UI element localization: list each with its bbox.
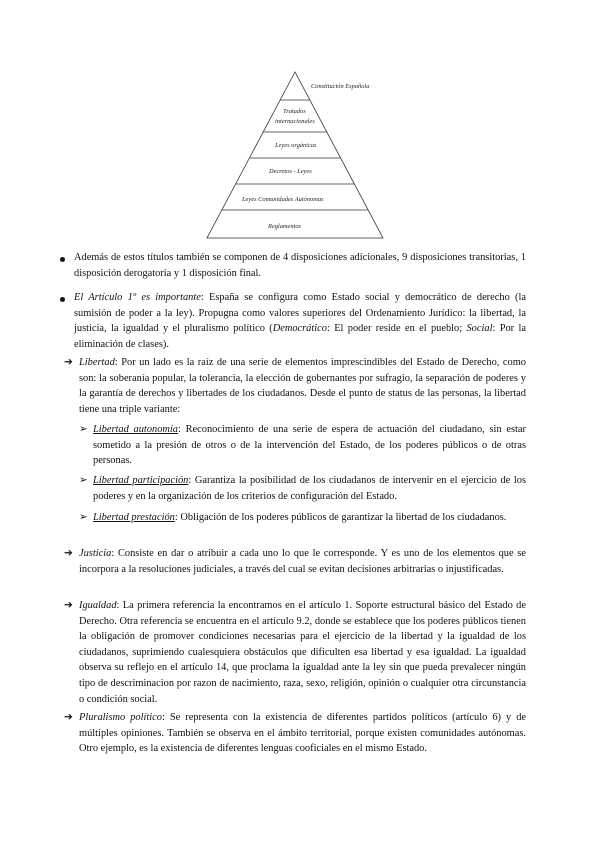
- sub-marker: ➢: [79, 424, 88, 435]
- pyramid-level-tratados: Tratados: [283, 108, 306, 115]
- pyramid-level-tratados-2: internacionales: [275, 118, 315, 125]
- pyramid-level-autonomas: Leyes Comunidades Autónomas: [242, 196, 324, 203]
- section-igualdad: Igualdad: La primera referencia la encontramos en el artículo 1. Soporte estructural básico del Estado de Derecho. Otra referencia se encuentra en el artículo 9.2, donde se establece que los poderes públicos tienen la obligación de promover condiciones necesarias para el ejercicio de la libertad y la igualdad de los ciudadanos, suprimiendo cualesquiera obstáculos que dificulten esa libertad y esa igualdad. La igualdad observa su reflejo en el artículo 14, que proclama la igualdad ante la ley sin que pueda prevalecer ningún tipo de descriminacion por razon de nacimiento, raza, sexo, religión, opinión o cualquier otra circunstancia o condición social.: [79, 600, 526, 705]
- sub-marker: ➢: [79, 512, 88, 523]
- pyramid-level-constitucion: Constitución Española: [311, 83, 370, 90]
- pyramid-level-organicas: Leyes orgánicas: [275, 142, 317, 149]
- arrow-marker: ➔: [64, 712, 73, 723]
- sub-libertad-participacion: Libertad participación: Garantiza la posibilidad de los ciudadanos de intervenir en el ejercicio de los poderes y en la organización de los criterios de configuración del Estado.: [93, 475, 526, 502]
- bullet-articulo-1: El Artículo 1º es importante: España se configura como Estado social y democrático de derecho (la sumisión de poder a la ley). Propugna como valores superiores del Ordenamiento Jurídico: la libertad, la justicia, la igualdad y el pluralismo político (Democrático: El poder reside en el pueblo; Social: Por la eliminación de clases).: [74, 292, 526, 350]
- bullet-dot: [60, 297, 65, 302]
- pyramid-level-decretos: Decretos - Leyes: [269, 168, 312, 175]
- bullet-disposiciones: Además de estos títulos también se componen de 4 disposiciones adicionales, 9 disposiciones transitorias, 1 disposición derogatoria y 1 disposición final.: [74, 252, 526, 279]
- sub-libertad-autonomia: Libertad autonomía: Reconocimiento de una serie de espera de actuación del ciudadano, sin estar sometido a la presión de otros o de la intervención del Estado, de los poderes públicos o de otras personas.: [93, 424, 526, 467]
- section-libertad: Libertad: Por un lado es la raíz de una serie de elementos imprescindibles del Estado de Derecho, como son: la soberanía popular, la tolerancia, la elección de gobernantes por sufragio, la separación de poderes y la garantía de derechos y libertades de los ciudadanos. Desde el punto de status de las personas, la libertad tiene una triple variante:: [79, 357, 526, 415]
- arrow-marker: ➔: [64, 357, 73, 368]
- pyramid-level-reglamentos: Reglamentos: [268, 223, 302, 230]
- sub-libertad-prestacion: Libertad prestación: Obligación de los poderes públicos de garantizar la libertad de los ciudadanos.: [93, 512, 507, 523]
- arrow-marker: ➔: [64, 600, 73, 611]
- section-pluralismo: Pluralismo político: Se representa con la existencia de diferentes partidos políticos (artículo 6) y de múltiples opiniones. También se observa en el ámbito territorial, porque existen comunidades autónomas. Otro ejemplo, es la existencia de diferentes lenguas cooficiales en el mismo Estado.: [79, 712, 527, 755]
- section-justicia: Justicia: Consiste en dar o atribuir a cada uno lo que le corresponde. Y es uno de los elementos que se incorpora a la resoluciones judiciales, a través del cual se evitan decisiones arbitrarias o injustificadas.: [79, 548, 526, 575]
- arrow-marker: ➔: [64, 548, 73, 559]
- legal-hierarchy-pyramid: [205, 70, 395, 240]
- bullet-dot: [60, 257, 65, 262]
- sub-marker: ➢: [79, 475, 88, 486]
